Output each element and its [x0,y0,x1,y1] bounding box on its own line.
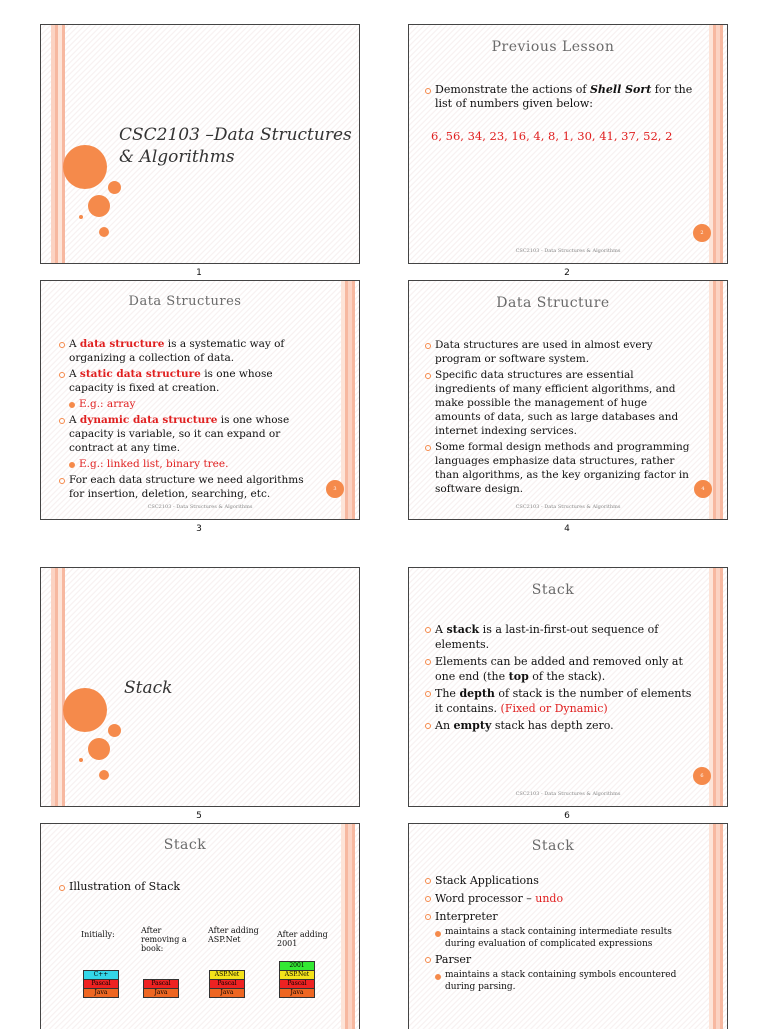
bullet: Data structures are used in almost every program or software system. [423,338,691,366]
decor-stripes [51,25,65,263]
slide-footer: CSC2103 - Data Structures & Algorithms [515,504,621,510]
decor-circle-large [63,145,107,189]
bullet: Demonstrate the actions of Shell Sort for the list of numbers given below: [423,83,693,111]
bullet: Word processor – undo [423,891,693,906]
decor-circle [99,227,109,237]
book-java: Java [279,988,315,998]
slide-title: Stack [531,838,575,854]
bullet: Interpreter [423,909,693,924]
slide-5 [40,567,360,807]
slide-number-badge: 2 [693,224,711,242]
bullet: Parser [423,952,693,967]
sub-bullet: E.g.: linked list, binary tree. [57,457,319,471]
bullet: A static data structure is one whose capacity is fixed at creation. [57,367,319,395]
decor-stripes [341,281,355,519]
book-pascal: Pascal [143,979,179,989]
bullet: For each data structure we need algorithms for insertion, deletion, searching, etc. [57,473,319,501]
slide-3 [40,280,360,520]
slide-title: Data Structure [496,295,610,311]
page-number: 2 [564,268,570,278]
book-java: Java [83,988,119,998]
decor-stripes [709,281,723,519]
decor-circle-large [63,688,107,732]
slide-footer: CSC2103 - Data Structures & Algorithms [515,248,621,254]
book-2001: 2001 [279,961,315,971]
decor-circle [108,724,121,737]
decor-stripes [51,568,65,806]
decor-stripes [709,824,723,1029]
bullet: Specific data structures are essential ingredients of many efficient algorithms, and make possible the management of huge amounts of data, such as large databases and internet indexing services. [423,368,691,438]
bullet: Some formal design methods and programming languages emphasize data structures, rather than algorithms, as the key organizing factor in software design. [423,440,691,496]
page-number: 4 [564,524,570,534]
page-number: 3 [196,524,202,534]
book-asp-net: ASP.Net [279,970,315,980]
page-number: 1 [196,268,202,278]
sub-bullet: E.g.: array [57,397,319,411]
bullet: Illustration of Stack [57,880,317,894]
slide-7 [40,823,360,1029]
slide-8 [408,823,728,1029]
bullet: Elements can be added and removed only at one end (the top of the stack). [423,654,693,684]
slide-6 [408,567,728,807]
slide-title: CSC2103 –Data Structures & Algorithms [119,125,352,167]
slide-footer: CSC2103 - Data Structures & Algorithms [515,791,621,797]
slide-2 [408,24,728,264]
slide-title: Previous Lesson [491,39,615,55]
decor-circle [88,195,110,217]
slide-title: Data Structures [128,294,242,309]
decor-stripes [341,824,355,1029]
decor-circle [79,215,83,219]
book-cpp: C++ [83,970,119,980]
bullet: A data structure is a systematic way of organizing a collection of data. [57,337,319,365]
book-java: Java [209,988,245,998]
slide-body [57,880,317,896]
slide-title: Stack [124,678,173,698]
book-pascal: Pascal [279,979,315,989]
decor-circle [108,181,121,194]
page-number: 5 [196,811,202,821]
bullet: A dynamic data structure is one whose capacity is variable, so it can expand or contract at any time. [57,413,319,455]
slide-number-badge: 6 [693,767,711,785]
bullet: Stack Applications [423,873,693,888]
slide-body [423,873,693,995]
book-java: Java [143,988,179,998]
slide-number-badge: 4 [694,480,712,498]
slide-title: Stack [531,582,575,598]
book-pascal: Pascal [209,979,245,989]
bullet: The depth of stack is the number of elements it contains. (Fixed or Dynamic) [423,686,693,716]
caption-initially: Initially: [81,930,115,939]
slide-number-badge: 3 [326,480,344,498]
decor-stripes [709,568,723,806]
book-pascal: Pascal [83,979,119,989]
sub-bullet: maintains a stack containing symbols encountered during parsing. [423,969,693,993]
decor-circle [99,770,109,780]
decor-stripes [709,25,723,263]
book-asp-net: ASP.Net [209,970,245,980]
slide-body [57,337,319,503]
bullet: An empty stack has depth zero. [423,718,693,733]
decor-circle [79,758,83,762]
slide-1 [40,24,360,264]
slide-body [423,338,691,498]
slide-footer: CSC2103 - Data Structures & Algorithms [147,504,253,510]
bullet: A stack is a last-in-first-out sequence of elements. [423,622,693,652]
caption-after-removing: After removing a book: [141,926,187,953]
slide-4 [408,280,728,520]
caption-after-adding-2001: After adding 2001 [277,930,328,948]
caption-after-adding-asp: After adding ASP.Net [208,926,259,944]
sub-bullet: maintains a stack containing intermediate results during evaluation of complicated expressions [423,926,693,950]
page-number: 6 [564,811,570,821]
number-list: 6, 56, 34, 23, 16, 4, 8, 1, 30, 41, 37, 52, 2 [431,129,673,143]
slide-title: Stack [163,837,207,853]
decor-circle [88,738,110,760]
slide-body [423,622,693,735]
slide-body [423,83,693,143]
